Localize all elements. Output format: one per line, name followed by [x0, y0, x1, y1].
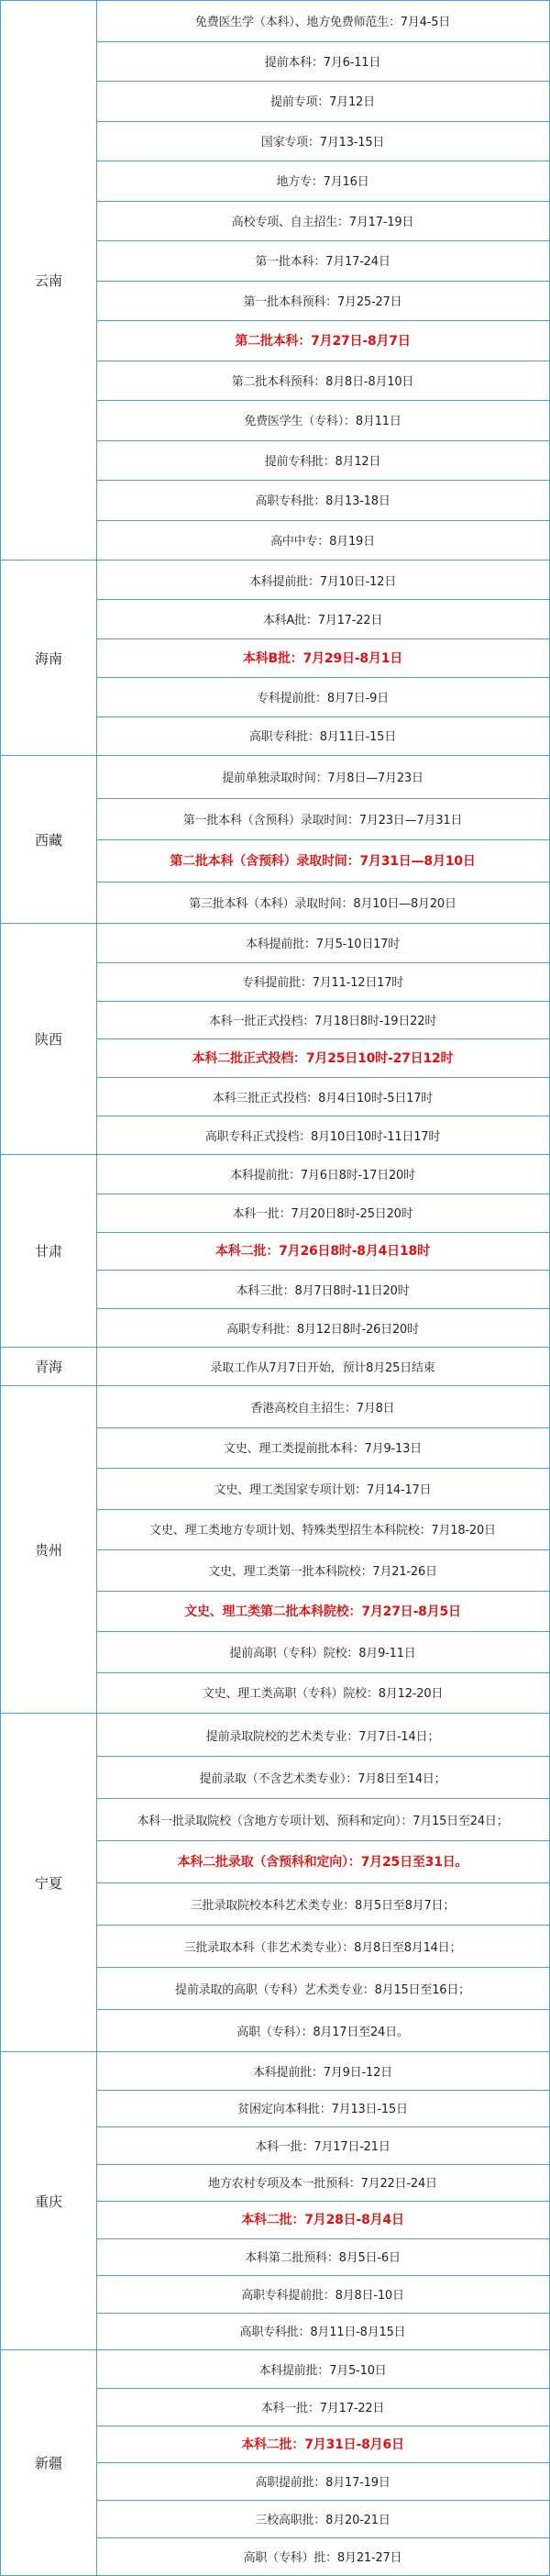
- schedule-row: 专科提前批：8月7日-9日: [96, 677, 549, 716]
- schedule-row: 录取工作从7月7日开始，预计8月25日结束: [210, 1361, 435, 1375]
- schedule-row: 文史、理工类提前批本科：7月9-13日: [96, 1427, 549, 1470]
- schedule-row: 文史、理工类高职（专科）院校：8月12-20日: [202, 1687, 444, 1702]
- schedule-row: 文史、理工类第一批本科院校：7月21-26日: [96, 1549, 549, 1592]
- schedule-row-highlighted: 第二批本科（含预科）录取时间：7月31日—8月10日: [96, 839, 549, 883]
- schedule-row: 提前高职（专科）院校：8月9-11日: [96, 1631, 549, 1673]
- schedule-row: 本科A批：7月17-22日: [96, 599, 549, 638]
- region-group-gansu: [0, 1154, 550, 1348]
- schedule-row-highlighted: 本科二批：7月26日8时-8月4日18时: [96, 1232, 549, 1271]
- schedule-row: 高职专科提前批：8月8日-10日: [96, 2275, 549, 2314]
- region-group-chongqing: [0, 2051, 550, 2350]
- schedule-row: 香港高校自主招生：7月8日: [96, 1386, 549, 1428]
- schedule-row-highlighted: 本科B批：7月29日-8月1日: [96, 638, 549, 678]
- schedule-row: 高校专项、自主招生：7月17-19日: [96, 201, 549, 242]
- schedule-row: 三批录取院校本科艺术类专业：8月5日至8月7日；: [96, 1882, 549, 1926]
- schedule-row: 提前本科：7月6-11日: [96, 41, 549, 83]
- schedule-row: 本科一批正式投档：7月18日8时-19日22时: [96, 1001, 549, 1040]
- region-group-xizang: [0, 755, 550, 924]
- region-group-shaanxi: [0, 923, 550, 1155]
- schedule-row: 本科提前批：7月5-10日17时: [96, 924, 549, 963]
- schedule-row: 高中中专：8月19日: [270, 534, 375, 549]
- schedule-row: 高职（专科）批：8月21-27日: [243, 2551, 402, 2566]
- region-group-xinjiang: [0, 2349, 550, 2576]
- schedule-row: 高职（专科）：8月17日至24日。: [236, 2025, 409, 2039]
- region-group-qinghai: [0, 1347, 550, 1386]
- region-name: 贵州: [1, 1386, 97, 1713]
- schedule-row: 提前专科批：8月12日: [96, 440, 549, 482]
- schedule-row: 高职专科批：8月11日-15日: [248, 730, 397, 745]
- schedule-row: 本科提前批：7月10日-12日: [96, 561, 549, 600]
- schedule-row: 本科一批录取院校（含地方专项计划、预科和定向）：7月15日至24日；: [96, 1798, 549, 1841]
- schedule-row: 第一批本科：7月17-24日: [96, 240, 549, 282]
- region-name: 宁夏: [1, 1714, 97, 2051]
- region-name: 云南: [1, 1, 97, 560]
- schedule-row: 第三批本科（本科）录取时间：8月10日—8月20日: [189, 896, 456, 911]
- schedule-row: 免费医生学（本科）、地方免费师范生：7月4-5日: [96, 1, 549, 42]
- region-name: 新疆: [1, 2350, 97, 2575]
- schedule-row: 提前录取的高职（专科）艺术类专业：8月15日至16日；: [96, 1967, 549, 2010]
- schedule-row: 提前专项：7月12日: [96, 81, 549, 122]
- schedule-row: 第一批本科预科：7月25-27日: [96, 281, 549, 322]
- schedule-row: 地方专：7月16日: [96, 161, 549, 202]
- schedule-row: 本科一批：7月17-22日: [96, 2388, 549, 2426]
- schedule-row: 贫困定向本科批：7月13日-15日: [96, 2090, 549, 2128]
- schedule-row: 高职专科批：8月12日8时-26日20时: [226, 1322, 419, 1337]
- schedule-row: 专科提前批：7月11-12日17时: [96, 962, 549, 1002]
- schedule-row: 国家专项：7月13-15日: [96, 121, 549, 162]
- schedule-row: 本科第二批预科：8月5日-6日: [96, 2238, 549, 2277]
- schedule-row: 高职专科批：8月13-18日: [96, 480, 549, 521]
- schedule-row-highlighted: 文史、理工类第二批本科院校：7月27日-8月5日: [96, 1591, 549, 1633]
- region-group-hainan: [0, 560, 550, 756]
- schedule-row-highlighted: 本科二批录取（含预科和定向）：7月25日至31日。: [96, 1840, 549, 1883]
- schedule-row: 提前录取院校的艺术类专业：7月7日-14日；: [96, 1714, 549, 1757]
- schedule-row: 本科三批正式投档：8月4日10时-5日17时: [96, 1077, 549, 1116]
- schedule-row: 三批录取本科（非艺术类专业）：8月8日至8月14日；: [96, 1925, 549, 1968]
- region-name: 青海: [1, 1348, 97, 1385]
- schedule-row: 本科一批：7月20日8时-25日20时: [96, 1194, 549, 1233]
- region-group-yunnan: [0, 0, 550, 561]
- schedule-row-highlighted: 本科二批：7月28日-8月4日: [96, 2201, 549, 2239]
- schedule-row: 免费医学生（专科）：8月11日: [96, 400, 549, 441]
- schedule-row: 文史、理工类国家专项计划：7月14-17日: [96, 1468, 549, 1510]
- schedule-row: 本科提前批：7月5-10日: [96, 2350, 549, 2389]
- region-name: 海南: [1, 561, 97, 755]
- schedule-row: 本科一批：7月17日-21日: [96, 2126, 549, 2165]
- region-group-guizhou: [0, 1385, 550, 1714]
- schedule-row: 文史、理工类地方专项计划、特殊类型招生本科院校：7月18-20日: [96, 1509, 549, 1551]
- schedule-row: 高职专科正式投档：8月10日10时-11日17时: [204, 1129, 441, 1144]
- schedule-row: 地方农村专项及本一批预科：7月22日-24日: [96, 2164, 549, 2203]
- schedule-row-highlighted: 本科二批正式投档：7月25日10时-27日12时: [96, 1039, 549, 1079]
- region-name: 西藏: [1, 756, 97, 923]
- region-group-ningxia: [0, 1713, 550, 2052]
- schedule-row-highlighted: 第二批本科：7月27日-8月7日: [96, 320, 549, 361]
- schedule-row: 第二批本科预科：8月8日-8月10日: [96, 361, 549, 402]
- schedule-row-highlighted: 本科二批：7月31日-8月6日: [96, 2426, 549, 2464]
- schedule-row: 第一批本科（含预科）录取时间：7月23日—7月31日: [96, 798, 549, 841]
- region-name: 甘肃: [1, 1155, 97, 1347]
- schedule-row: 本科提前批：7月6日8时-17日20时: [96, 1155, 549, 1194]
- region-name: 重庆: [1, 2052, 97, 2349]
- schedule-row: 提前录取（不含艺术类专业）：7月8日至14日；: [96, 1756, 549, 1799]
- schedule-row: 高职专科批：8月11日-8月15日: [239, 2326, 406, 2340]
- schedule-row: 本科三批：8月7日8时-11日20时: [96, 1270, 549, 1309]
- schedule-row: 三校高职批：8月20-21日: [96, 2500, 549, 2538]
- schedule-row: 提前单独录取时间：7月8日—7月23日: [96, 756, 549, 799]
- region-name: 陕西: [1, 924, 97, 1154]
- schedule-row: 高职提前批：8月17-19日: [96, 2463, 549, 2502]
- schedule-row: 本科提前批：7月9日-12日: [96, 2052, 549, 2091]
